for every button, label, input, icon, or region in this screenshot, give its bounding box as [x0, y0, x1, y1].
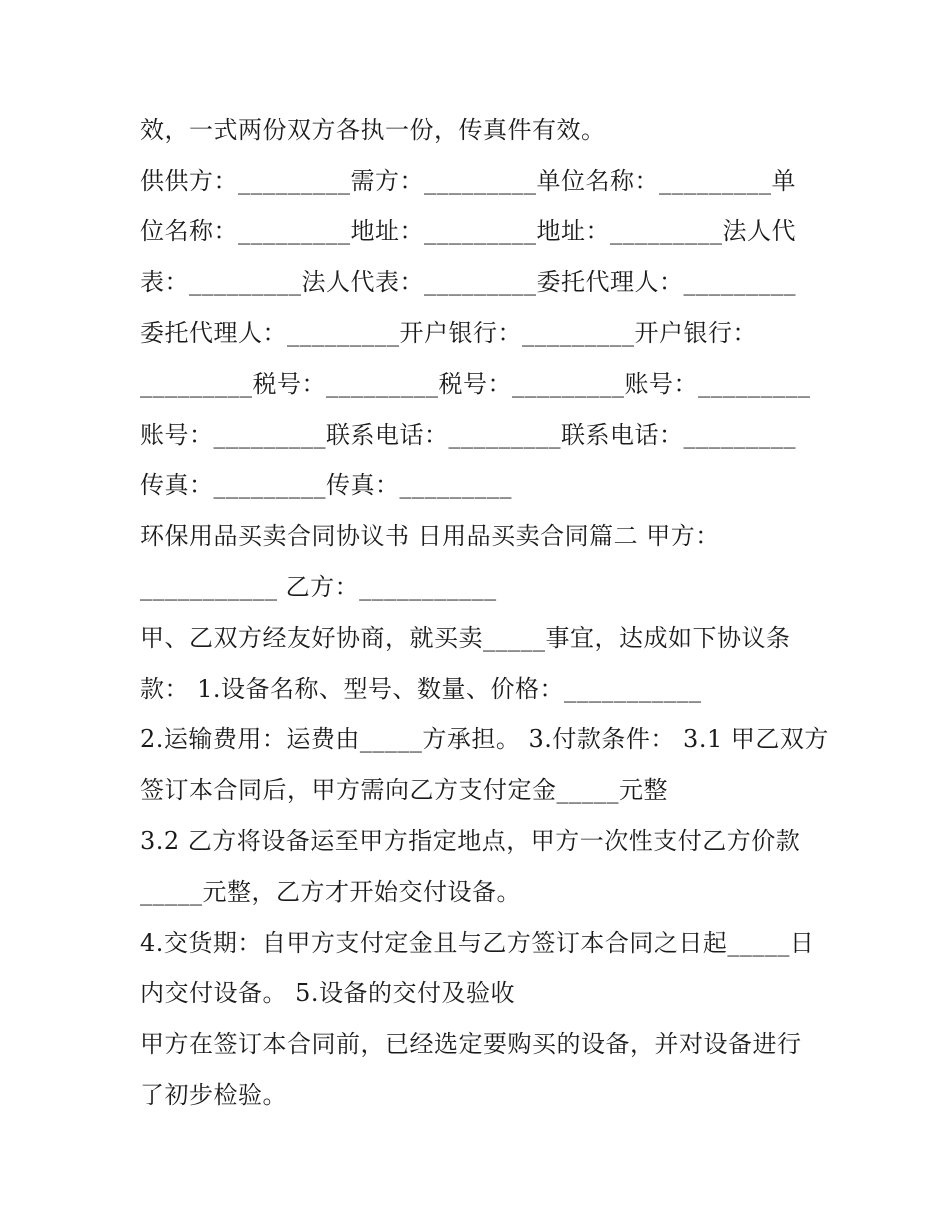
- text-line: 内交付设备。 5.设备的交付及验收: [140, 979, 516, 1007]
- text-line: 甲、乙双方经友好协商，就买卖_____事宜，达成如下协议条: [140, 624, 791, 652]
- text-line: 供供方：_________需方：_________单位名称：_________单: [140, 167, 796, 195]
- text-line: 传真：_________传真：_________: [140, 471, 512, 499]
- text-line: 账号：_________联系电话：_________联系电话：_________: [140, 421, 796, 449]
- text-line: 了初步检验。: [140, 1081, 287, 1109]
- text-line: 环保用品买卖合同协议书 日用品买卖合同篇二 甲方：: [140, 522, 720, 550]
- text-line: 甲方在签订本合同前，已经选定要购买的设备，并对设备进行: [140, 1030, 802, 1058]
- text-line: 委托代理人：_________开户银行：_________开户银行：: [140, 319, 757, 347]
- text-line: _________税号：_________税号：_________账号：_________: [140, 370, 811, 398]
- text-line: 3.2 乙方将设备运至甲方指定地点，甲方一次性支付乙方价款: [140, 827, 801, 855]
- text-line: 款： 1.设备名称、型号、数量、价格：___________: [140, 675, 702, 703]
- text-line: 2.运输费用：运费由_____方承担。 3.付款条件： 3.1 甲乙双方: [140, 725, 829, 753]
- text-line: _____元整，乙方才开始交付设备。: [140, 878, 521, 906]
- text-line: 4.交货期：自甲方支付定金且与乙方签订本合同之日起_____日: [140, 929, 815, 957]
- text-line: 效，一式两份双方各执一份，传真件有效。: [140, 116, 606, 144]
- text-line: 表：_________法人代表：_________委托代理人：_________: [140, 268, 796, 296]
- text-line: 签订本合同后，甲方需向乙方支付定金_____元整: [140, 776, 668, 804]
- text-line: 位名称：_________地址：_________地址：_________法人代: [140, 217, 796, 245]
- text-line: ___________ 乙方：___________: [140, 573, 497, 601]
